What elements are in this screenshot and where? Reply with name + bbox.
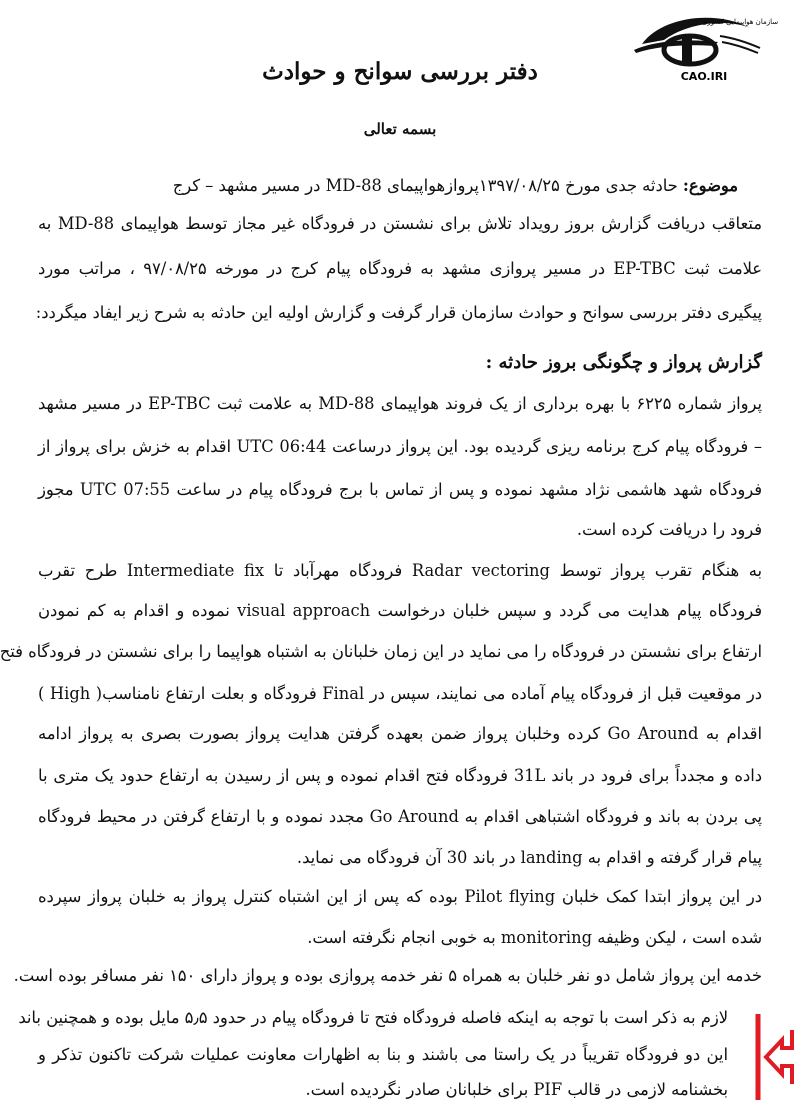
body-line: در این پرواز ابتدا کمک خلبان Pilot flying بوده که پس از این اشتباه کنترل پرواز به خلبان پرواز سپرده bbox=[38, 887, 762, 906]
intro-line: علامت ثبت EP-TBC در مسیر پروازی مشهد به فرودگاه پیام کرج در مورخه ۹۷/۰۸/۲۵ ، مراتب مورد bbox=[38, 259, 762, 278]
subject-label: موضوع: bbox=[682, 176, 738, 195]
body-line: فرود را دریافت کرده است. bbox=[576, 520, 762, 539]
intro-line: متعاقب دریافت گزارش بروز رویداد تلاش برای نشستن در فرودگاه غیر مجاز توسط هواپیمای MD-88 به bbox=[38, 214, 762, 233]
body-line: ارتفاع برای نشستن در فرودگاه را می نماید در این زمان خلبانان به اشتباه هواپیما را برای نشستن در فرودگاه فتح bbox=[0, 642, 762, 661]
body-line: شده است ، لیکن وظیفه monitoring به خوبی انجام نگرفته است. bbox=[307, 928, 762, 947]
red-arrow-marker-icon bbox=[752, 1010, 796, 1104]
section-heading: گزارش پرواز و چگونگی بروز حادثه : bbox=[485, 352, 762, 373]
body-line: فرودگاه شهد هاشمی نژاد مشهد نموده و پس از تماس با برج فرودگاه پیام در ساعت 07:55 UTC مجوز bbox=[38, 480, 762, 499]
body-line: پرواز شماره ۶۲۲۵ با بهره برداری از یک فروند هواپیمای MD-88 به علامت ثبت EP-TBC در مسیر مشهد bbox=[38, 394, 762, 413]
body-line: پیام قرار گرفته و اقدام به landing در باند 30 آن فرودگاه می نماید. bbox=[296, 848, 762, 867]
logo-text: سازمان هواپیمایی کشوری bbox=[701, 18, 779, 26]
body-line: لازم به ذکر است با توجه به اینکه فاصله فرودگاه فتح تا فرودگاه پیام در حدود ۵٫۵ مایل بوده و همچنین باند bbox=[18, 1008, 728, 1027]
body-line: این دو فرودگاه تقریباً در یک راستا می باشند و بنا به اظهارات معاونت عملیات شرکت تاکنون تذکر و bbox=[38, 1045, 728, 1064]
body-line: داده و مجدداً برای فرود در باند 31L فرودگاه فتح اقدام نموده و پس از رسیدن به ارتفاع حدود یک متری با bbox=[38, 766, 762, 785]
subject-line bbox=[38, 176, 738, 196]
subject-text: حادثه جدی مورخ ۱۳۹۷/۰۸/۲۵پروازهواپیمای MD-88 در مسیر مشهد – کرج bbox=[172, 176, 678, 195]
body-line: – فرودگاه پیام کرج برنامه ریزی گردیده بود. این پرواز درساعت 06:44 UTC اقدام به خزش برای پرواز از bbox=[38, 437, 762, 456]
bismillah: بسمه تعالی bbox=[363, 120, 437, 138]
body-line: به هنگام تقرب پرواز توسط Radar vectoring فرودگاه مهرآباد تا Intermediate fix طرح تقرب bbox=[38, 561, 762, 580]
logo-code: CAO.IRI bbox=[680, 70, 728, 83]
body-line: پی بردن به باند و فرودگاه اشتباهی اقدام به Go Around مجدد نموده و با ارتفاع گرفتن در محیط فرودگاه bbox=[38, 807, 762, 826]
body-line: اقدام به Go Around کرده وخلبان پرواز ضمن بعهده گرفتن هدایت پرواز بصورت بصری به پرواز ادامه bbox=[38, 724, 762, 743]
body-line: بخشنامه لازمی در قالب PIF برای خلبانان صادر نگردیده است. bbox=[305, 1080, 728, 1099]
document-title: دفتر بررسی سوانح و حوادث bbox=[262, 58, 538, 85]
body-line: خدمه این پرواز شامل دو نفر خلبان به همراه ۵ نفر خدمه پروازی بوده و پرواز دارای ۱۵۰ نفر مسافر بوده است. bbox=[13, 966, 762, 985]
body-line: در موقعیت قبل از فرودگاه پیام آماده می نمایند، سپس در Final فرودگاه و بعلت ارتفاع نامناسب( High ) bbox=[38, 684, 762, 703]
intro-line: پیگیری دفتر بررسی سوانح و حوادث سازمان قرار گرفت و گزارش اولیه این حادثه به شرح زیر ایفاد میگردد: bbox=[35, 303, 762, 322]
body-line: فرودگاه پیام هدایت می گردد و سپس خلبان درخواست visual approach نموده و اقدام به کم نمودن bbox=[38, 601, 762, 620]
